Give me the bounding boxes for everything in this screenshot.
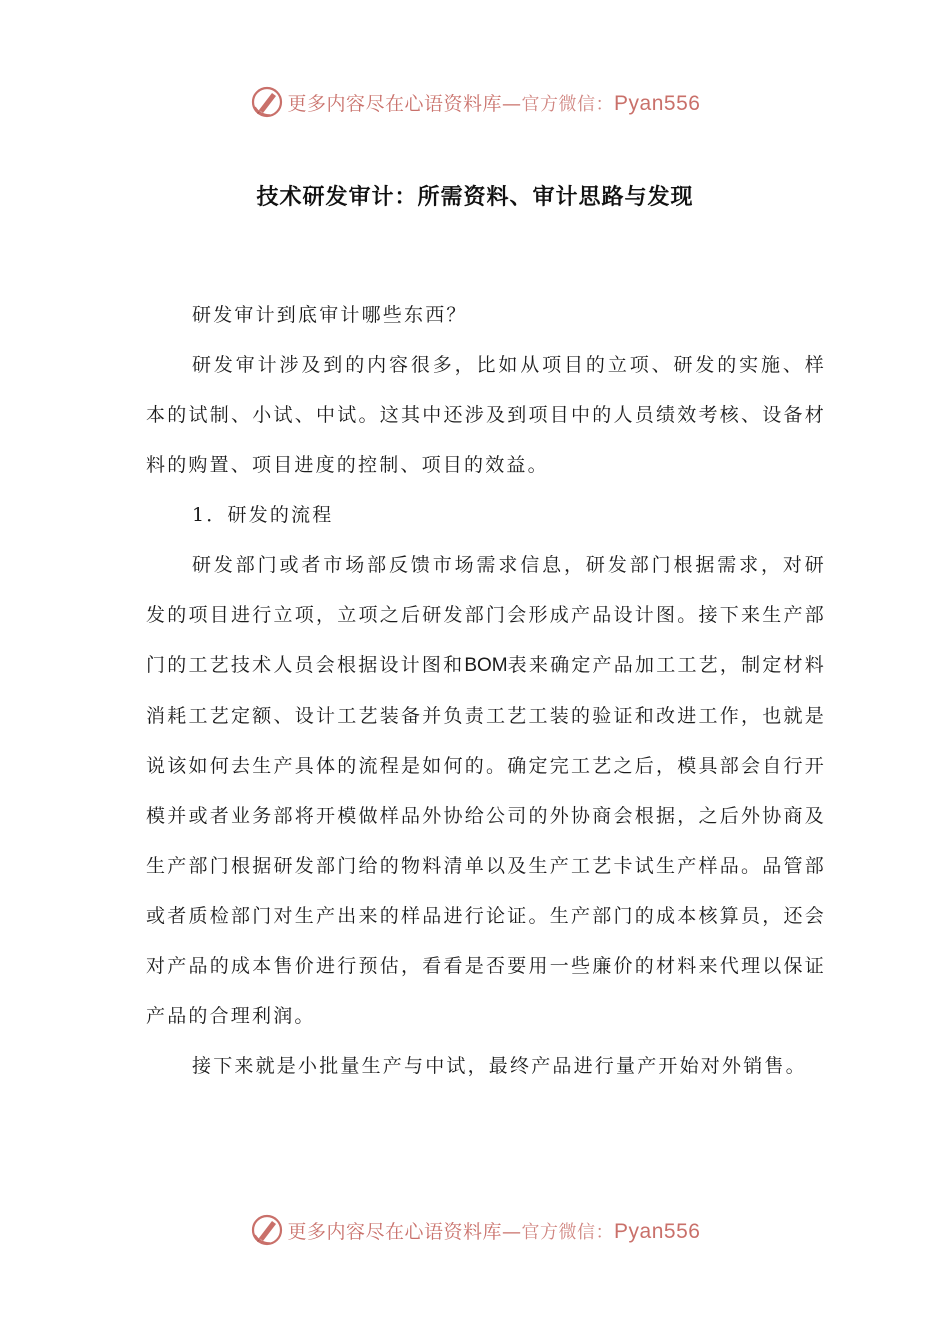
paragraph-production: 接下来就是小批量生产与中试，最终产品进行量产开始对外销售。 (192, 1055, 807, 1077)
watermark-text: 更多内容尽在心语资料库—官方微信：Pyan556 (287, 91, 701, 115)
document-title: 技术研发审计：所需资料、审计思路与发现 (256, 185, 694, 210)
pen-logo-icon (250, 85, 284, 119)
paragraph-scope: 研发审计涉及到的内容很多，比如从项目的立项、研发的实施、样本的试制、小试、中试。这其中还涉及到项目中的人员绩效考核、设备材料的购置、项目进度的控制、项目的效益。 (146, 354, 826, 476)
bom-term: BOM (464, 655, 508, 676)
paragraph-process-part2: 表来确定产品加工工艺，制定材料消耗工艺定额、设计工艺装备并负责工艺工装的验证和改进工作，也就是说该如何去生产具体的流程是如何的。确定完工艺之后，模具部会自行开模并或者业务部将开模做样品外协给公司的外协商会根据，之后外协商及生产部门根据研发部门给的物料清单以及生产工艺卡试生产样品。品管部或者质检部门对生产出来的样品进行论证。生产部门的成本核算员，还会对产品的成本售价进行预估，看看是否要用一些廉价的材料来代理以保证产品的合理利润。 (146, 654, 826, 1027)
paragraph-question: 研发审计到底审计哪些东西？ (192, 304, 468, 326)
document-body (146, 290, 826, 1091)
pen-logo-icon (250, 1213, 284, 1247)
watermark-text: 更多内容尽在心语资料库—官方微信：Pyan556 (287, 1219, 701, 1243)
paragraph-process (146, 540, 826, 1041)
watermark-banner-bottom (0, 1210, 950, 1250)
watermark-banner-top (0, 82, 950, 122)
paragraph-process-part1: 研发部门或者市场部反馈市场需求信息，研发部门根据需求，对研发的项目进行立项，立项之后研发部门会形成产品设计图。接下来生产部门的工艺技术人员会根据设计图和 (146, 554, 826, 676)
section-heading-process: 1．研发的流程 (192, 504, 334, 526)
